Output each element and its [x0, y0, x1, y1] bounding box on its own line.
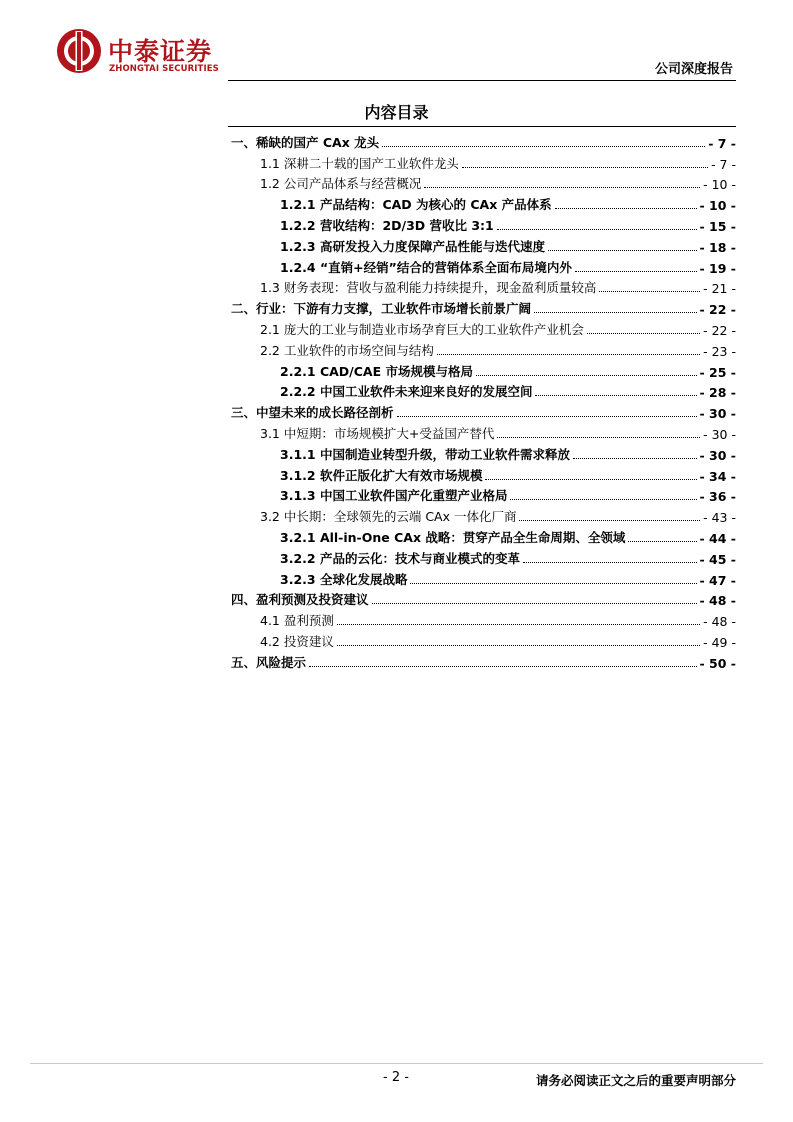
toc-entry-title: 3.1 中短期：市场规模扩大+受益国产替代: [260, 425, 495, 441]
toc-leader-dots: [410, 582, 696, 584]
toc-entry-page: - 36 -: [699, 489, 736, 505]
toc-entry-title: 2.1 庞大的工业与制造业市场孕育巨大的工业软件产业机会: [260, 321, 584, 337]
toc-entry-title: 一、稀缺的国产 CAx 龙头: [231, 134, 380, 150]
header-divider: [228, 80, 736, 81]
toc-entry[interactable]: [231, 151, 736, 172]
toc-entry[interactable]: [231, 192, 736, 213]
toc-entry-title: 1.2 公司产品体系与经营概况: [260, 176, 422, 192]
toc-entry-title: 三、中望未来的成长路径剖析: [231, 405, 394, 421]
toc-entry-title: 2.2.2 中国工业软件未来迎来良好的发展空间: [280, 384, 533, 400]
toc-entry[interactable]: [231, 546, 736, 567]
toc-entry-title: 2.2 工业软件的市场空间与结构: [260, 342, 434, 358]
toc-leader-dots: [548, 249, 697, 251]
toc-title: 内容目录: [364, 103, 429, 122]
footer-disclaimer: 请务必阅读正文之后的重要声明部分: [535, 1073, 736, 1088]
toc-leader-dots: [510, 498, 696, 500]
toc-entry-title: 1.1 深耕二十载的国产工业软件龙头: [260, 155, 459, 171]
toc-entry-page: - 44 -: [699, 530, 736, 546]
toc-entry-page: - 23 -: [703, 343, 736, 359]
toc-entry-title: 3.1.1 中国制造业转型升级，带动工业软件需求释放: [280, 446, 570, 462]
toc-entry-title: 1.2.4 “直销+经销”结合的营销体系全面布局境内外: [280, 259, 572, 275]
toc-leader-dots: [437, 353, 700, 355]
toc-entry-title: 二、行业：下游有力支撑，工业软件市场增长前景广阔: [231, 301, 532, 317]
toc-entry-page: - 30 -: [699, 406, 736, 422]
toc-entry-title: 2.2.1 CAD/CAE 市场规模与格局: [280, 363, 473, 379]
company-logo: [56, 28, 246, 80]
toc-entry-title: 1.2.2 营收结构：2D/3D 营收比 3:1: [280, 217, 494, 233]
toc-entry-title: 3.2.2 产品的云化：技术与商业模式的变革: [280, 550, 520, 566]
toc-entry-title: 3.2.1 All-in-One CAx 战略：贯穿产品全生命周期、全领域: [280, 529, 626, 545]
toc-leader-dots: [587, 332, 700, 334]
toc-leader-dots: [424, 186, 700, 188]
toc-entry-title: 1.2.1 产品结构：CAD 为核心的 CAx 产品体系: [280, 197, 552, 213]
toc-entry-page: - 48 -: [699, 593, 736, 609]
toc-entry-title: 4.1 盈利预测: [260, 613, 334, 629]
toc-entry-page: - 48 -: [703, 614, 736, 630]
footer-divider: [30, 1063, 763, 1064]
toc-leader-dots: [397, 415, 697, 417]
toc-entry-page: - 43 -: [703, 510, 736, 526]
toc-leader-dots: [372, 602, 697, 604]
toc-entry-title: 3.2.3 全球化发展战略: [280, 571, 408, 587]
toc-entry-page: - 25 -: [699, 364, 736, 380]
toc-entry-page: - 10 -: [699, 198, 736, 214]
toc-entry[interactable]: [231, 484, 736, 505]
toc-entry-page: - 22 -: [703, 322, 736, 338]
toc-entry-title: 3.1.2 软件正版化扩大有效市场规模: [280, 467, 483, 483]
toc-leader-dots: [497, 436, 700, 438]
toc-entry[interactable]: [231, 213, 736, 234]
toc-leader-dots: [573, 457, 697, 459]
toc-entry[interactable]: [231, 317, 736, 338]
toc-entry[interactable]: [231, 608, 736, 629]
toc-leader-dots: [476, 374, 697, 376]
toc-leader-dots: [575, 270, 697, 272]
toc-leader-dots: [534, 311, 697, 313]
toc-entry-title: 四、盈利预测及投资建议: [231, 592, 369, 608]
toc-entry-page: - 50 -: [699, 655, 736, 671]
toc-entry[interactable]: [231, 130, 736, 151]
toc-leader-dots: [497, 228, 697, 230]
toc-entry[interactable]: [231, 338, 736, 359]
toc-entry[interactable]: [231, 650, 736, 671]
logo-english-name: ZHONGTAI SECURITIES: [109, 64, 219, 74]
report-type-label: 公司深度报告: [654, 62, 733, 77]
toc-entry-title: 3.2 中长期：全球领先的云端 CAx 一体化厂商: [260, 509, 517, 525]
toc-entry-page: - 21 -: [703, 281, 736, 297]
toc-leader-dots: [555, 207, 697, 209]
toc-entry[interactable]: [231, 588, 736, 609]
toc-entry-page: - 28 -: [699, 385, 736, 401]
toc-entry-title: 1.3 财务表现：营收与盈利能力持续提升，现金盈利质量较高: [260, 280, 597, 296]
toc-leader-dots: [599, 290, 700, 292]
toc-entry-page: - 49 -: [703, 634, 736, 650]
toc-entry-page: - 30 -: [699, 447, 736, 463]
toc-entry[interactable]: [231, 567, 736, 588]
toc-entry[interactable]: [231, 525, 736, 546]
toc-entry[interactable]: [231, 172, 736, 193]
toc-leader-dots: [628, 540, 696, 542]
toc-entry-title: 1.2.3 高研发投入力度保障产品性能与迭代速度: [280, 238, 545, 254]
zhongtai-logo-icon: [56, 28, 102, 74]
toc-entry-page: - 7 -: [711, 156, 736, 172]
toc-leader-dots: [485, 478, 696, 480]
toc-entry[interactable]: [231, 463, 736, 484]
toc-entry[interactable]: [231, 276, 736, 297]
toc-leader-dots: [535, 394, 696, 396]
toc-entry[interactable]: [231, 234, 736, 255]
toc-entry-title: 3.1.3 中国工业软件国产化重塑产业格局: [280, 488, 508, 504]
toc-leader-dots: [337, 644, 700, 646]
toc-entry-page: - 10 -: [703, 177, 736, 193]
toc-entry-page: - 7 -: [708, 135, 736, 151]
toc-entry[interactable]: [231, 504, 736, 525]
toc-entry-page: - 30 -: [703, 426, 736, 442]
toc-entry[interactable]: [231, 296, 736, 317]
toc-entry[interactable]: [231, 442, 736, 463]
toc-entry-page: - 34 -: [699, 468, 736, 484]
toc-entry-page: - 15 -: [699, 218, 736, 234]
toc-entry-title: 五、风险提示: [231, 654, 307, 670]
toc-entry-page: - 19 -: [699, 260, 736, 276]
toc-entry[interactable]: [231, 380, 736, 401]
logo-chinese-name: 中泰证券: [108, 37, 213, 66]
toc-leader-dots: [462, 166, 708, 168]
toc-entry-page: - 47 -: [699, 572, 736, 588]
toc-entry[interactable]: [231, 255, 736, 276]
table-of-contents: [231, 130, 736, 671]
toc-leader-dots: [309, 665, 697, 667]
toc-entry[interactable]: [231, 629, 736, 650]
toc-entry-title: 4.2 投资建议: [260, 633, 334, 649]
toc-entry[interactable]: [231, 359, 736, 380]
toc-entry-page: - 22 -: [699, 302, 736, 318]
toc-entry[interactable]: [231, 421, 736, 442]
toc-leader-dots: [382, 145, 705, 147]
toc-leader-dots: [519, 519, 700, 521]
toc-entry[interactable]: [231, 400, 736, 421]
toc-leader-dots: [523, 561, 697, 563]
toc-title-divider: [228, 126, 736, 127]
toc-entry-page: - 18 -: [699, 239, 736, 255]
page-number: - 2 -: [383, 1070, 409, 1085]
toc-entry-page: - 45 -: [699, 551, 736, 567]
toc-leader-dots: [337, 623, 700, 625]
